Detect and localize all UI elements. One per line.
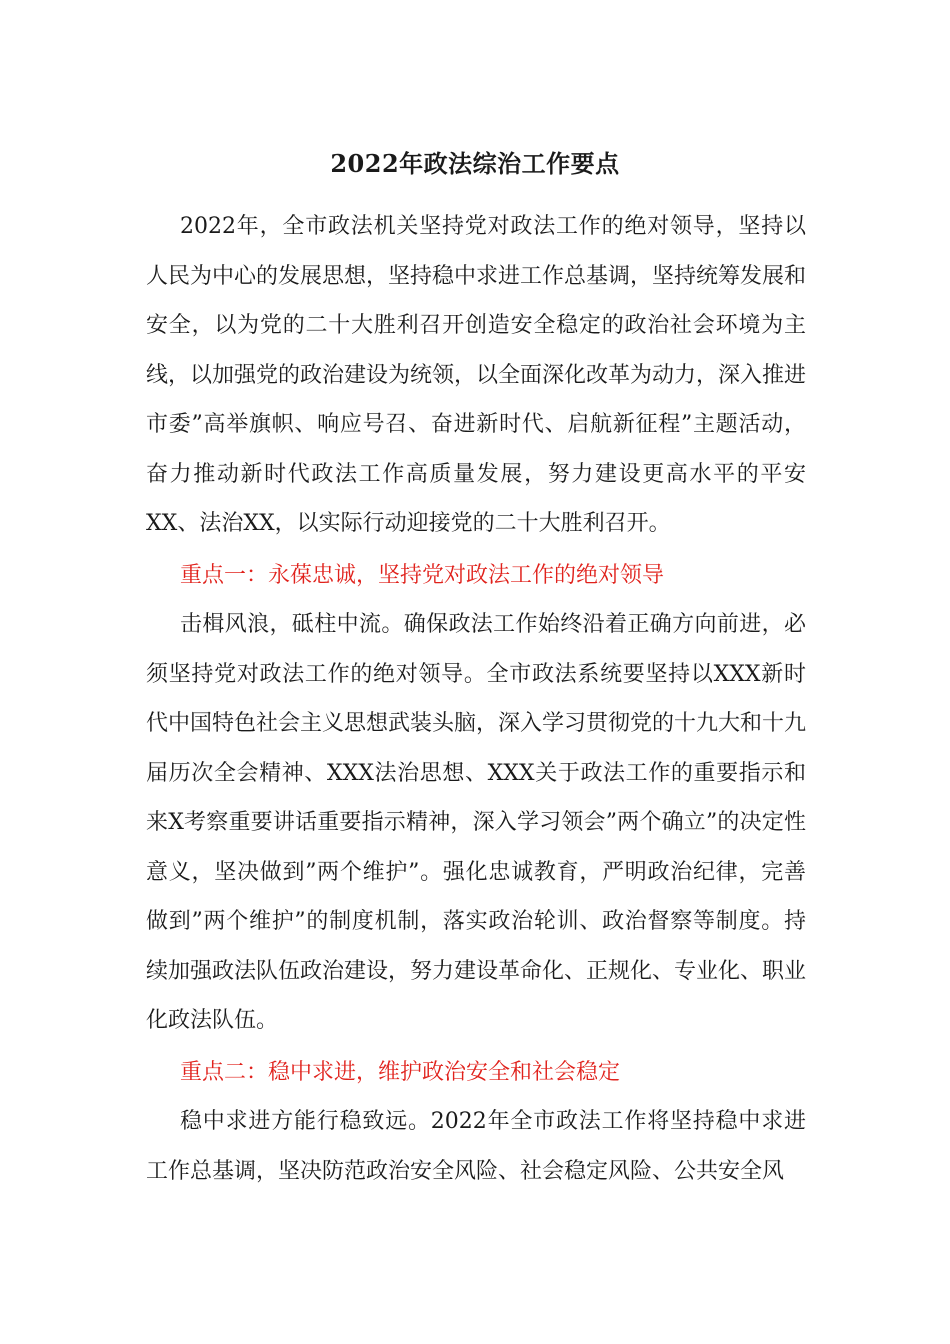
section-heading-2: 重点二：稳中求进，维护政治安全和社会稳定: [180, 1060, 621, 1085]
document-title: 2022年政法综治工作要点: [330, 149, 620, 178]
intro-paragraph: 2022年，全市政法机关坚持党对政法工作的绝对领导，坚持以人民为中心的发展思想，坚持稳中求进工作总基调，坚持统筹发展和安全，以为党的二十大胜利召开创造安全稳定的政治社会环境为主线，以加强党的政治建设为统领，以全面深化改革为动力，深入推进市委”高举旗帜、响应号召、奋进新时代、启航新征程”主题活动，奋力推动新时代政法工作高质量发展，努力建设更高水平的平安XX、法治XX，以实际行动迎接党的二十大胜利召开。: [146, 214, 807, 536]
section-paragraph-2: 稳中求进方能行稳致远。2022年全市政法工作将坚持稳中求进工作总基调，坚决防范政治安全风险、社会稳定风险、公共安全风: [146, 1109, 806, 1184]
section-paragraph-1: 击楫风浪，砥柱中流。确保政法工作始终沿着正确方向前进，必须坚持党对政法工作的绝对领导。全市政法系统要坚持以XXX新时代中国特色社会主义思想武装头脑，深入学习贯彻党的十九大和十九届历次全会精神、XXX法治思想、XXX关于政法工作的重要指示和来X考察重要讲话重要指示精神，深入学习领会”两个确立”的决定性意义，坚决做到”两个维护”。强化忠诚教育，严明政治纪律，完善做到”两个维护”的制度机制，落实政治轮训、政治督察等制度。持续加强政法队伍政治建设，努力建设革命化、正规化、专业化、职业化政法队伍。: [146, 612, 807, 1033]
section-heading-1: 重点一：永葆忠诚，坚持党对政法工作的绝对领导: [180, 563, 665, 588]
